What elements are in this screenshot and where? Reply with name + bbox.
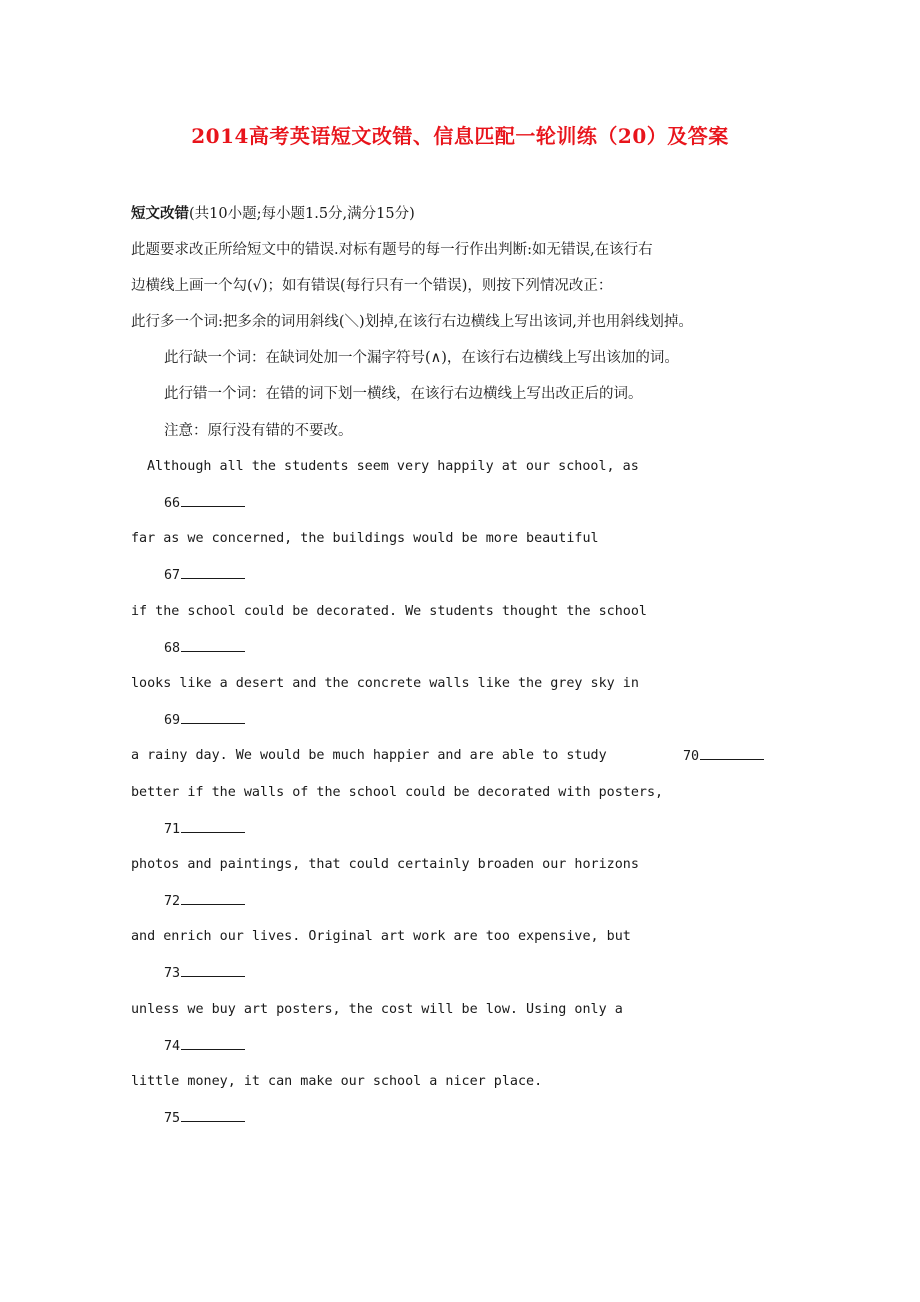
answer-number: 74 bbox=[164, 1039, 181, 1054]
instruction-line: 此行多一个词:把多余的词用斜线(＼)划掉,在该行右边横线上写出该词,并也用斜线划掉。 bbox=[131, 314, 693, 330]
answer-blank[interactable] bbox=[164, 563, 245, 588]
answer-blank[interactable] bbox=[164, 491, 245, 516]
answer-blank[interactable] bbox=[164, 889, 245, 914]
section-heading-line bbox=[131, 202, 415, 226]
answer-number: 69 bbox=[164, 713, 181, 728]
passage-line: and enrich our lives. Original art work are too expensive, but bbox=[131, 929, 631, 944]
answer-number: 71 bbox=[164, 822, 181, 837]
answer-line[interactable] bbox=[181, 491, 245, 507]
answer-blank[interactable] bbox=[164, 961, 245, 986]
answer-line[interactable] bbox=[181, 961, 245, 977]
answer-number: 68 bbox=[164, 641, 181, 656]
answer-number: 73 bbox=[164, 966, 181, 981]
passage-line: if the school could be decorated. We students thought the school bbox=[131, 604, 647, 619]
answer-number: 67 bbox=[164, 568, 181, 583]
answer-line[interactable] bbox=[181, 817, 245, 833]
answer-number: 70 bbox=[683, 749, 700, 764]
answer-blank[interactable] bbox=[683, 744, 764, 769]
answer-line[interactable] bbox=[700, 744, 764, 760]
answer-line[interactable] bbox=[181, 636, 245, 652]
instruction-line: 边横线上画一个勾(√)；如有错误(每行只有一个错误)，则按下列情况改正： bbox=[131, 278, 613, 294]
section-heading-note: (共10小题;每小题1.5分,满分15分) bbox=[189, 206, 415, 222]
passage-line: a rainy day. We would be much happier and are able to study bbox=[131, 748, 607, 763]
passage-line: photos and paintings, that could certainly broaden our horizons bbox=[131, 857, 639, 872]
passage-line: better if the walls of the school could be decorated with posters, bbox=[131, 785, 664, 800]
answer-line[interactable] bbox=[181, 889, 245, 905]
answer-blank[interactable] bbox=[164, 636, 245, 661]
passage-line: far as we concerned, the buildings would be more beautiful bbox=[131, 531, 599, 546]
answer-blank[interactable] bbox=[164, 708, 245, 733]
answer-line[interactable] bbox=[181, 1034, 245, 1050]
instruction-line: 此题要求改正所给短文中的错误.对标有题号的每一行作出判断:如无错误,在该行右 bbox=[131, 242, 653, 258]
passage-line: little money, it can make our school a nicer place. bbox=[131, 1074, 543, 1089]
section-heading: 短文改错 bbox=[131, 205, 189, 222]
answer-line[interactable] bbox=[181, 1106, 245, 1122]
answer-line[interactable] bbox=[181, 563, 245, 579]
passage-line: Although all the students seem very happily at our school, as bbox=[147, 459, 639, 474]
page-title: 2014高考英语短文改错、信息匹配一轮训练（20）及答案 bbox=[191, 124, 729, 148]
answer-blank[interactable] bbox=[164, 817, 245, 842]
instruction-line: 注意：原行没有错的不要改。 bbox=[164, 423, 353, 439]
passage-line: unless we buy art posters, the cost will be low. Using only a bbox=[131, 1002, 623, 1017]
answer-number: 72 bbox=[164, 894, 181, 909]
answer-number: 66 bbox=[164, 496, 181, 511]
instruction-line: 此行错一个词：在错的词下划一横线，在该行右边横线上写出改正后的词。 bbox=[164, 386, 643, 402]
passage-line: looks like a desert and the concrete walls like the grey sky in bbox=[131, 676, 639, 691]
instruction-line: 此行缺一个词：在缺词处加一个漏字符号(∧)，在该行右边横线上写出该加的词。 bbox=[164, 350, 679, 366]
answer-blank[interactable] bbox=[164, 1106, 245, 1131]
answer-number: 75 bbox=[164, 1111, 181, 1126]
answer-blank[interactable] bbox=[164, 1034, 245, 1059]
answer-line[interactable] bbox=[181, 708, 245, 724]
